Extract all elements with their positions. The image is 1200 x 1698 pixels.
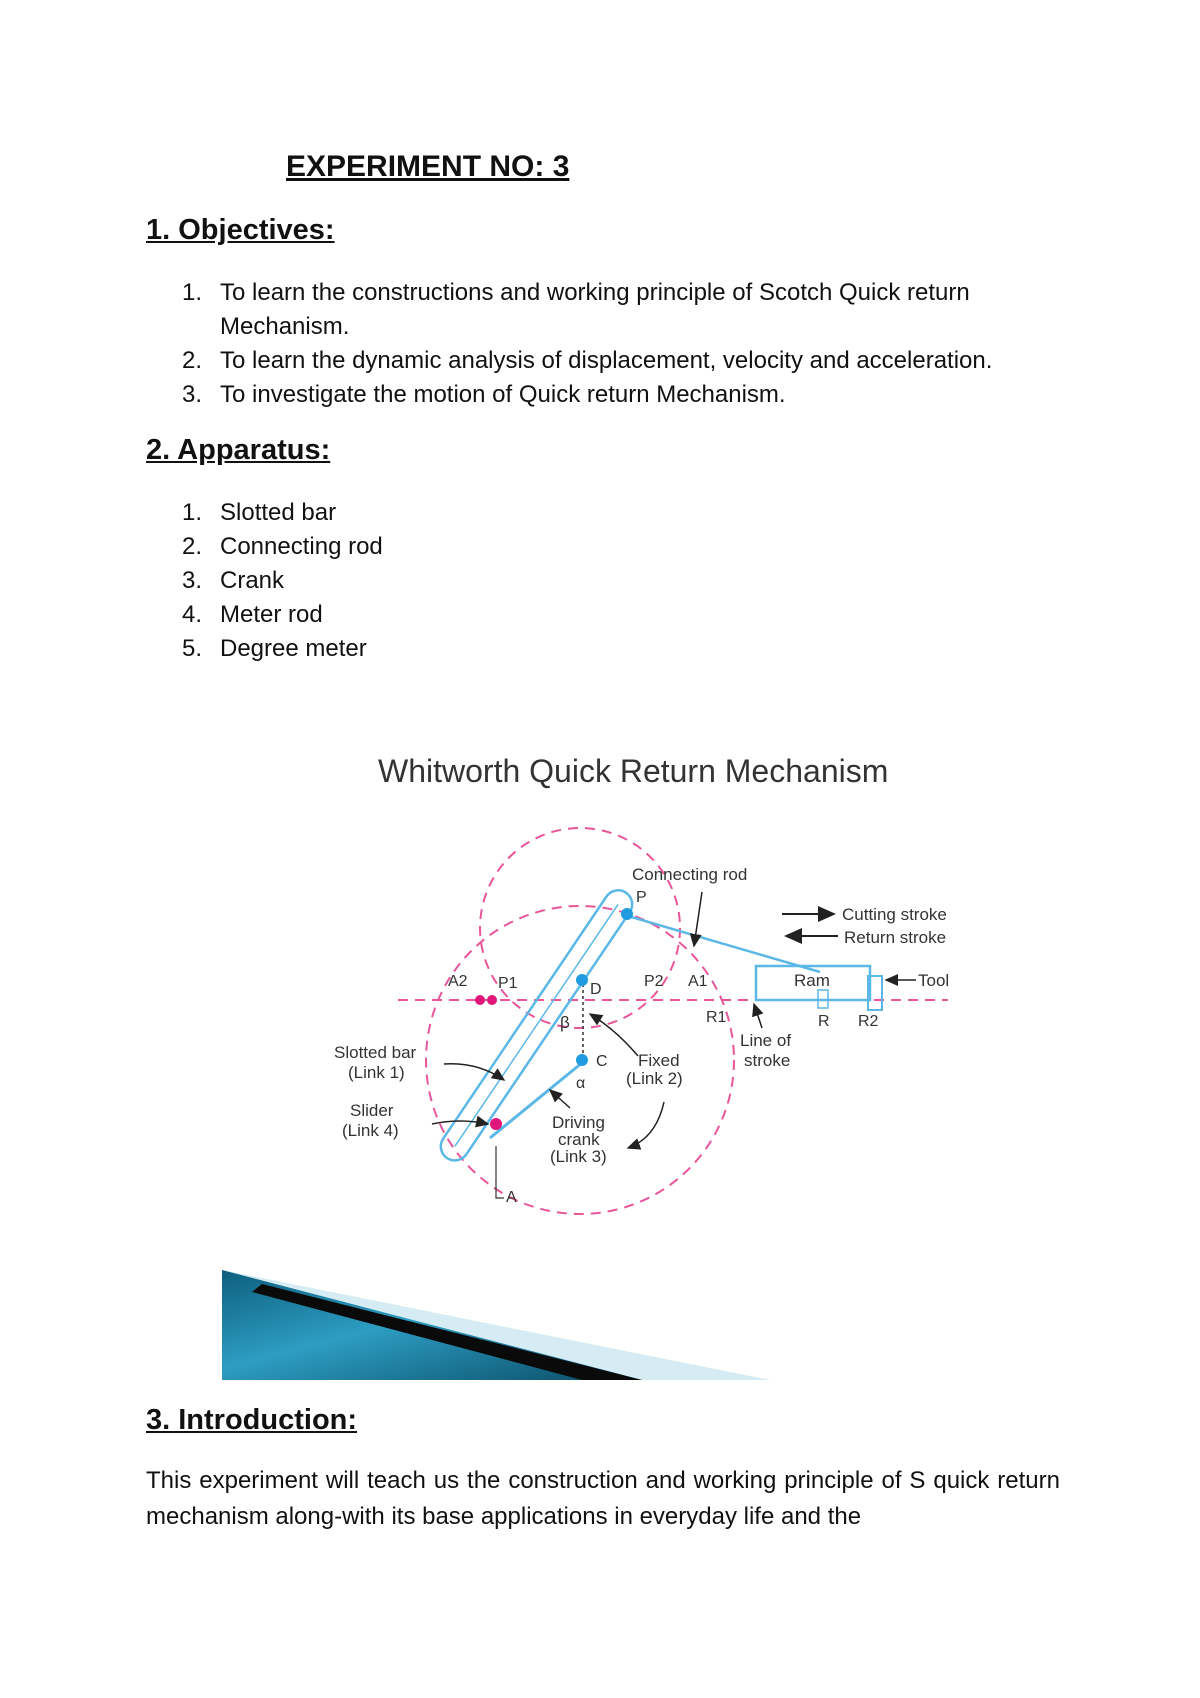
label-r: R bbox=[818, 1013, 830, 1030]
list-item: 2. To learn the dynamic analysis of displacement, velocity and acceleration. bbox=[182, 347, 993, 374]
crank-dashed-circle bbox=[480, 828, 680, 1028]
label-alpha: α bbox=[576, 1075, 586, 1092]
label-a: A bbox=[506, 1189, 517, 1206]
pivot-p bbox=[621, 908, 633, 920]
slide-dark-wedge bbox=[222, 1270, 642, 1380]
apparatus-list bbox=[182, 496, 782, 666]
label-return-stroke: Return stroke bbox=[844, 928, 947, 947]
apparatus-heading: 2. Apparatus: bbox=[146, 434, 331, 466]
introduction-text: This experiment will teach us the construction and working principle of S quick return mechanism along-with its base applications in everyday life and the bbox=[146, 1467, 1060, 1530]
point-p1-dot bbox=[487, 995, 497, 1005]
point-a2-dot bbox=[475, 995, 485, 1005]
label-link3: (Link 3) bbox=[550, 1147, 607, 1166]
label-r1: R1 bbox=[706, 1009, 727, 1026]
label-slider: Slider bbox=[350, 1101, 394, 1120]
list-item: 2. Connecting rod bbox=[182, 533, 383, 560]
label-link4: (Link 4) bbox=[342, 1121, 399, 1140]
line-of-stroke-pointer bbox=[754, 1004, 762, 1028]
label-link1: (Link 1) bbox=[348, 1063, 405, 1082]
label-ram: Ram bbox=[794, 971, 830, 990]
mechanism-diagram bbox=[320, 740, 1040, 1220]
objectives-list bbox=[182, 276, 1082, 412]
list-item: 1. Slotted bar bbox=[182, 499, 337, 526]
driving-crank-pointer bbox=[550, 1090, 570, 1108]
label-crank: crank bbox=[558, 1130, 600, 1149]
list-item: 1. To learn the constructions and working principle of Scotch Quick return Mechanism. bbox=[182, 279, 970, 340]
label-p: P bbox=[636, 889, 647, 906]
label-cutting-stroke: Cutting stroke bbox=[842, 905, 947, 924]
label-d: D bbox=[590, 981, 602, 998]
label-beta: β bbox=[560, 1013, 570, 1032]
pivot-d bbox=[576, 974, 588, 986]
list-item: 3. To investigate the motion of Quick return Mechanism. bbox=[182, 381, 786, 408]
label-fixed: Fixed bbox=[638, 1051, 680, 1070]
fixed-link-pointer bbox=[590, 1014, 638, 1056]
label-slotted-bar: Slotted bar bbox=[334, 1043, 417, 1062]
label-r2: R2 bbox=[858, 1013, 879, 1030]
list-item: 4. Meter rod bbox=[182, 601, 323, 628]
objectives-heading: 1. Objectives: bbox=[146, 214, 335, 246]
label-c: C bbox=[596, 1053, 608, 1070]
label-p2: P2 bbox=[644, 973, 664, 990]
slide-decoration bbox=[222, 1270, 770, 1380]
connecting-rod bbox=[628, 916, 820, 972]
rotation-arrow bbox=[628, 1102, 664, 1148]
label-tool: Tool bbox=[918, 971, 950, 990]
list-item: 3. Crank bbox=[182, 567, 285, 594]
label-connecting-rod: Connecting rod bbox=[632, 865, 748, 884]
slotted-bar-pointer bbox=[444, 1064, 504, 1080]
label-a1: A1 bbox=[688, 973, 708, 990]
label-p1: P1 bbox=[498, 975, 518, 992]
page-title: EXPERIMENT NO: 3 bbox=[286, 150, 570, 183]
label-link2: (Link 2) bbox=[626, 1069, 683, 1088]
label-stroke: stroke bbox=[744, 1051, 791, 1070]
diagram-title: Whitworth Quick Return Mechanism bbox=[378, 753, 889, 789]
label-a2: A2 bbox=[448, 973, 468, 990]
slider-dot bbox=[490, 1118, 502, 1130]
list-item: 5. Degree meter bbox=[182, 635, 367, 662]
introduction-heading: 3. Introduction: bbox=[146, 1404, 358, 1436]
label-line-of: Line of bbox=[740, 1031, 792, 1050]
label-driving: Driving bbox=[552, 1113, 605, 1132]
pivot-c bbox=[576, 1054, 588, 1066]
